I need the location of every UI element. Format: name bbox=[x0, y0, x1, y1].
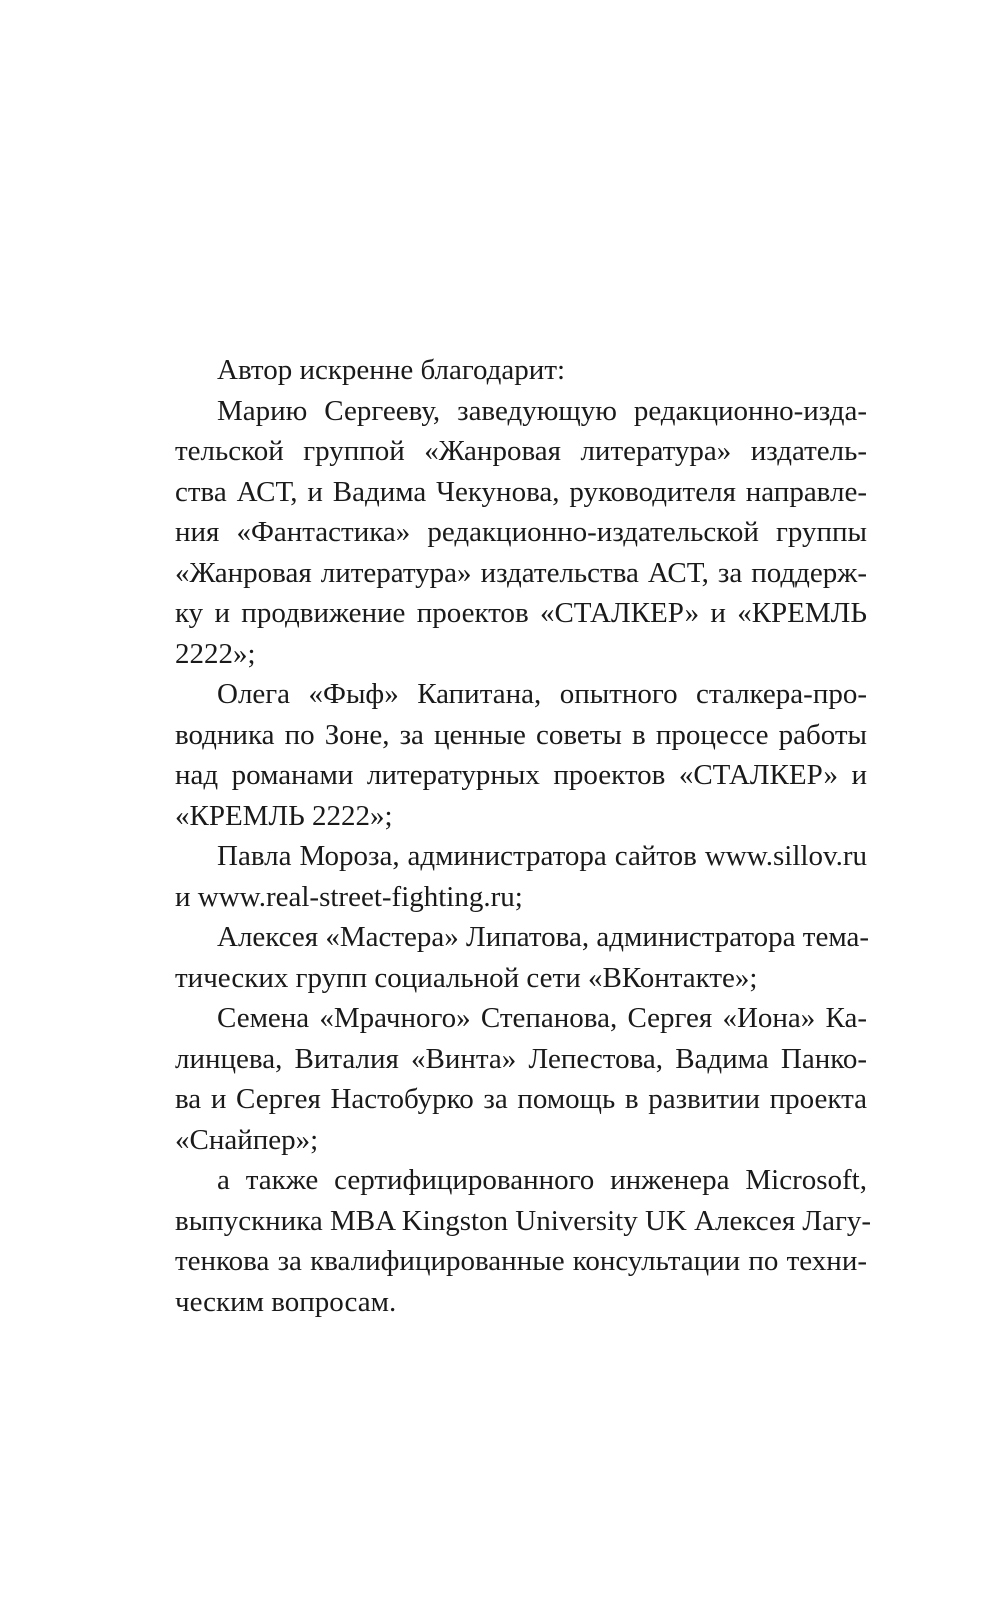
text-line: «КРЕМЛЬ 2222»; bbox=[175, 799, 393, 832]
text-line: тельской группой «Жанровая литература» издатель- bbox=[175, 435, 867, 467]
text-line: ния «Фантастика» редакционно-издательской группы bbox=[175, 516, 867, 548]
text-line: Павла Мороза, администратора сайтов www.sillov.ru bbox=[217, 840, 867, 872]
text-line: ва и Сергея Настобурко за помощь в развитии проекта bbox=[175, 1083, 867, 1115]
text-line: тенкова за квалифицированные консультации по техни- bbox=[175, 1245, 867, 1277]
text-line: над романами литературных проектов «СТАЛКЕР» и bbox=[175, 759, 867, 791]
text-line: тических групп социальной сети «ВКонтакте»; bbox=[175, 961, 758, 994]
text-line: Алексея «Мастера» Липатова, администратора тема- bbox=[217, 921, 870, 953]
text-line: Олега «Фыф» Капитана, опытного сталкера-про- bbox=[217, 678, 867, 710]
text-line: линцева, Виталия «Винта» Лепестова, Вадима Панко- bbox=[175, 1042, 867, 1075]
acknowledgements-heading: Автор искренне благодарит: bbox=[217, 354, 566, 386]
text-line: а также сертифицированного инженера Microsoft, bbox=[217, 1164, 867, 1196]
text-line: ства АСТ, и Вадима Чекунова, руководителя направле- bbox=[175, 475, 867, 508]
text-line: ку и продвижение проектов «СТАЛКЕР» и «КРЕМЛЬ bbox=[175, 597, 867, 629]
text-line: выпускника MBA Kingston University UK Алексея Лагу- bbox=[175, 1204, 872, 1237]
text-line: Семена «Мрачного» Степанова, Сергея «Иона» Ка- bbox=[217, 1002, 867, 1034]
text-line: и www.real-street-fighting.ru; bbox=[175, 880, 523, 913]
text-line: «Снайпер»; bbox=[175, 1123, 319, 1156]
text-line: «Жанровая литература» издательства АСТ, за поддерж- bbox=[175, 556, 867, 589]
text-line: ческим вопросам. bbox=[175, 1285, 397, 1318]
text-line: водника по Зоне, за ценные советы в процессе работы bbox=[175, 718, 867, 751]
text-line: 2222»; bbox=[175, 637, 256, 670]
acknowledgements-text bbox=[175, 350, 872, 1322]
text-line: Марию Сергееву, заведующую редакционно-изда- bbox=[217, 394, 867, 427]
